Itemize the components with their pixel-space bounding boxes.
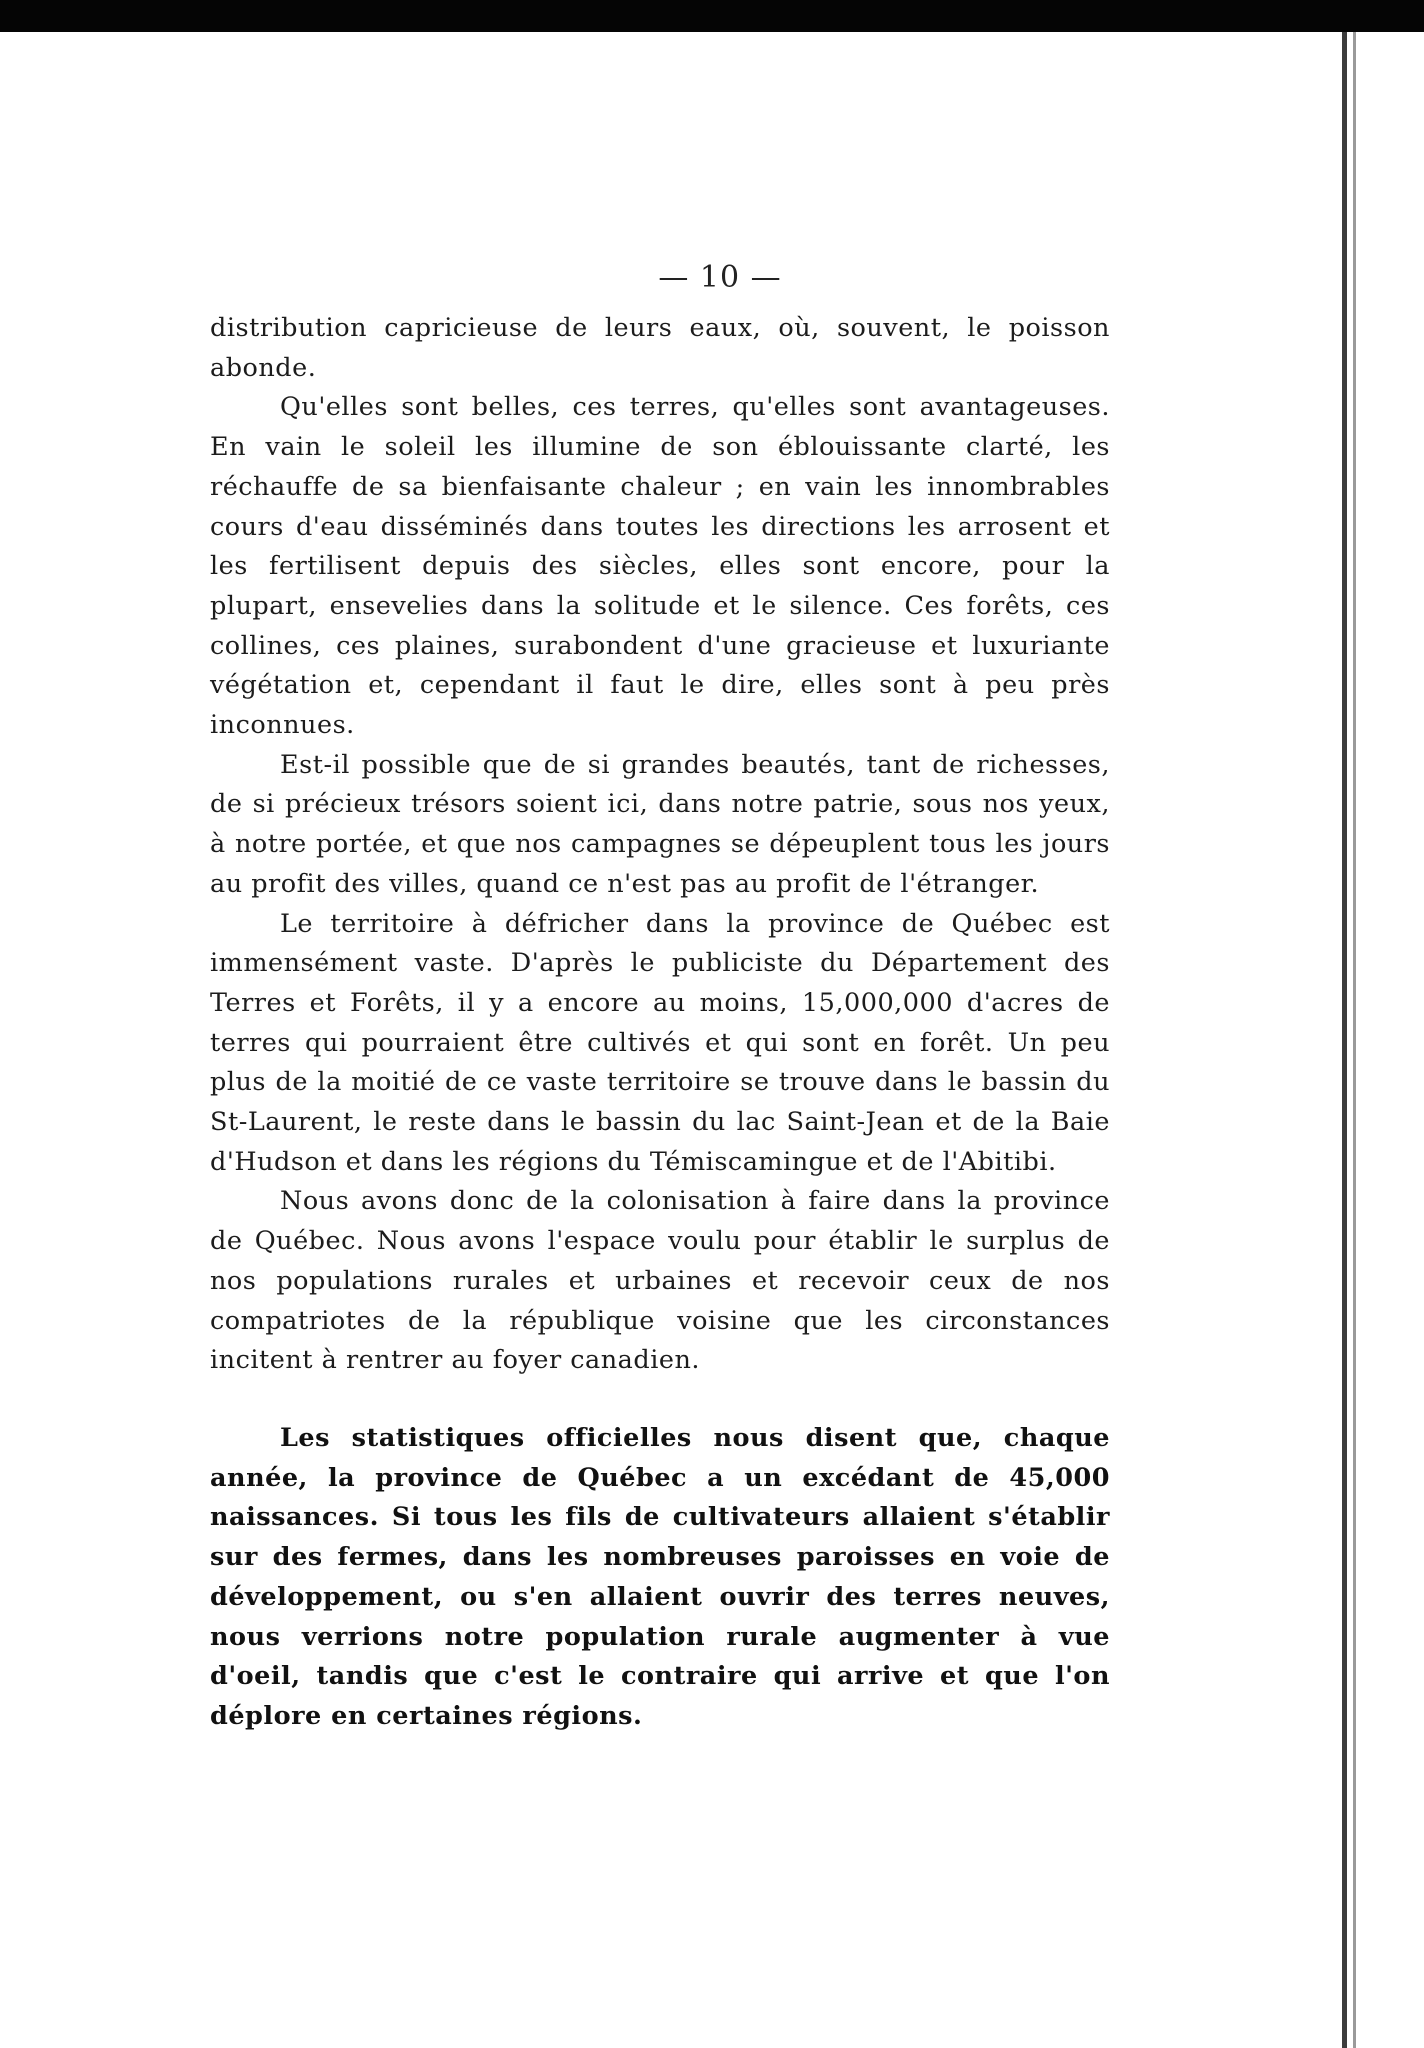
paragraph-belles-terres: Qu'elles sont belles, ces terres, qu'elles sont avantageuses. En vain le soleil les illumine de son éblouissante clarté, les réchauffe de sa bienfaisante chaleur ; en vain les innombrables cours d'eau disséminés dans toutes les directions les arrosent et les fertilisent depuis des siècles, elles sont encore, pour la plupart, ensevelies dans la solitude et le silence. Ces forêts, ces collines, ces plaines, surabondent d'une gracieuse et luxuriante végétation et, cependant il faut le dire, elles sont à peu près inconnues. [210, 392, 1110, 741]
scan-right-page-edge [1342, 32, 1424, 2048]
page-number: — 10 — [658, 260, 782, 295]
paragraph-colonisation: Nous avons donc de la colonisation à faire dans la province de Québec. Nous avons l'espace voulu pour établir le surplus de nos populations rurales et urbaines et recevoir ceux de nos compatriotes de la république voisine que les circonstances incitent à rentrer au foyer canadien. [210, 1186, 1110, 1376]
paragraph-richesses: Est-il possible que de si grandes beautés, tant de richesses, de si précieux trésors soient ici, dans notre patrie, sous nos yeux, à notre portée, et que nos campagnes se dépeuplent tous les jours au profit des villes, quand ce n'est pas au profit de l'étranger. [210, 749, 1110, 899]
document-page [210, 260, 1110, 1737]
paragraph-statistiques: Les statistiques officielles nous disent que, chaque année, la province de Québec a un excédant de 45,000 naissances. Si tous les fils de cultivateurs allaient s'établir sur des fermes, dans les nombreuses paroisses en voie de développement, ou s'en allaient ouvrir des terres neuves, nous verrions notre population rurale augmenter à vue d'oeil, tandis que c'est le contraire qui arrive et que l'on déplore en certaines régions. [210, 1422, 1110, 1731]
scan-top-border [0, 0, 1424, 32]
paragraph-territoire: Le territoire à défricher dans la province de Québec est immensément vaste. D'après le publiciste du Département des Terres et Forêts, il y a encore au moins, 15,000,000 d'acres de terres qui pourraient être cultivés et qui sont en forêt. Un peu plus de la moitié de ce vaste territoire se trouve dans le bassin du St-Laurent, le reste dans le bassin du lac Saint-Jean et de la Baie d'Hudson et dans les régions du Témiscamingue et de l'Abitibi. [210, 908, 1110, 1177]
paragraph-continuation: distribution capricieuse de leurs eaux, où, souvent, le poisson abonde. [210, 313, 1110, 383]
